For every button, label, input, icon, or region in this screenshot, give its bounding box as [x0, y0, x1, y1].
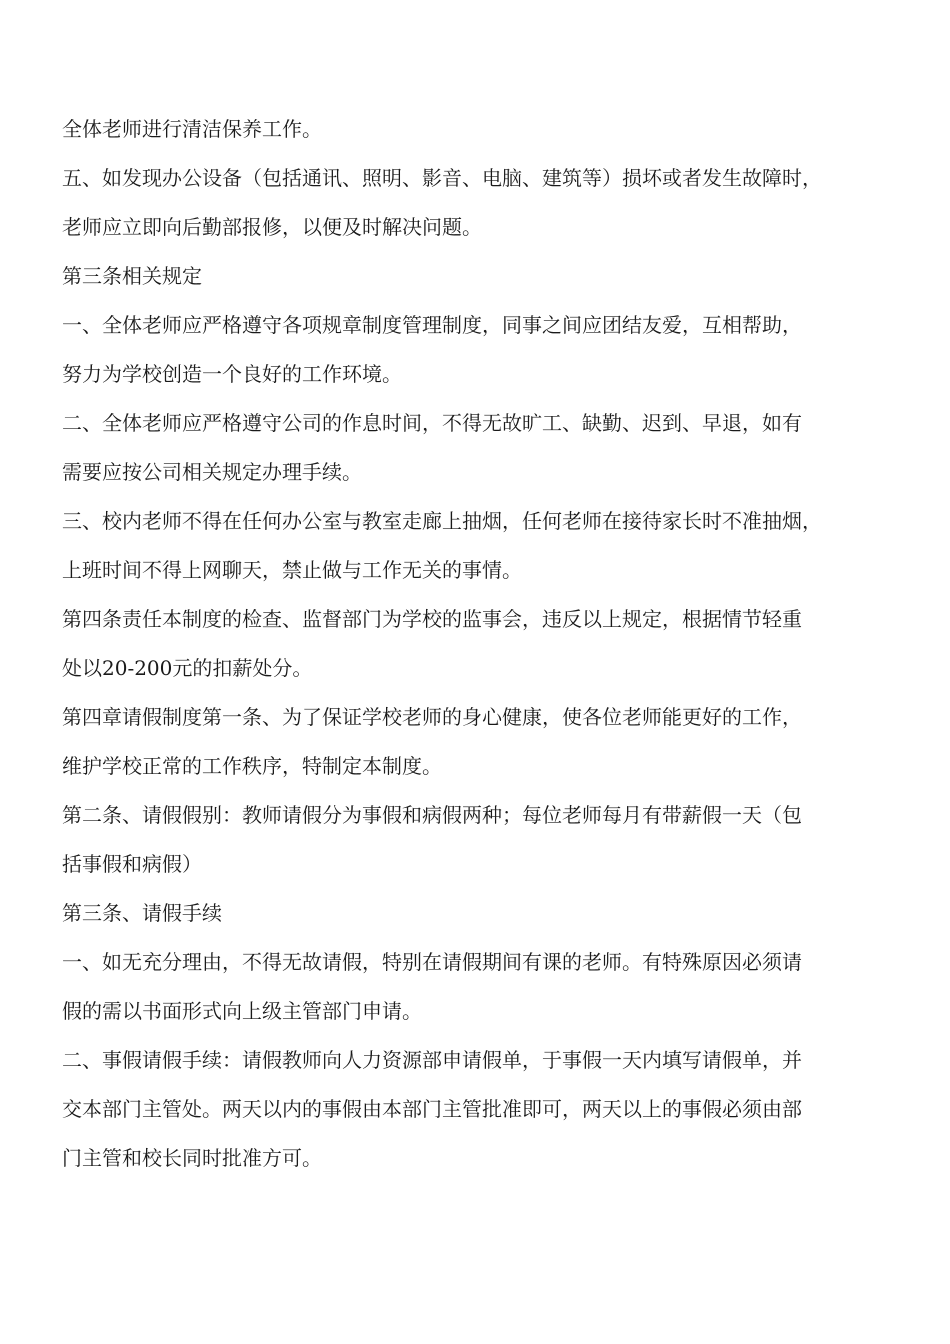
text-line-6: 努力为学校创造一个良好的工作环境。 [62, 362, 402, 386]
document-body [62, 119, 892, 1168]
text-line-19: 假的需以书面形式向上级主管部门申请。 [62, 999, 422, 1023]
text-line-3: 老师应立即向后勤部报修，以便及时解决问题。 [62, 215, 482, 239]
text-line-1: 全体老师进行清洁保养工作。 [62, 117, 322, 141]
text-line-7: 二、全体老师应严格遵守公司的作息时间，不得无故旷工、缺勤、迟到、早退，如有 [62, 411, 802, 435]
text-line-20: 二、事假请假手续：请假教师向人力资源部申请假单，于事假一天内填写请假单，并 [62, 1048, 802, 1072]
text-line-11: 第四条责任本制度的检查、监督部门为学校的监事会，违反以上规定，根据情节轻重 [62, 607, 802, 631]
text-line-15: 第二条、请假假别：教师请假分为事假和病假两种；每位老师每月有带薪假一天（包 [62, 803, 802, 827]
text-line-13: 第四章请假制度第一条、为了保证学校老师的身心健康，使各位老师能更好的工作， [62, 705, 802, 729]
text-line-8: 需要应按公司相关规定办理手续。 [62, 460, 362, 484]
text-line-22: 门主管和校长同时批准方可。 [62, 1146, 322, 1170]
text-line-21: 交本部门主管处。两天以内的事假由本部门主管批准即可，两天以上的事假必须由部 [62, 1097, 802, 1121]
text-line-10: 上班时间不得上网聊天，禁止做与工作无关的事情。 [62, 558, 522, 582]
section-heading-leave: 第三条、请假手续 [62, 901, 222, 925]
text-line-16: 括事假和病假） [62, 852, 202, 876]
text-line-5: 一、全体老师应严格遵守各项规章制度管理制度，同事之间应团结友爱，互相帮助， [62, 313, 802, 337]
text-line-12: 处以20-200元的扣薪处分。 [62, 656, 313, 680]
text-line-18: 一、如无充分理由，不得无故请假，特别在请假期间有课的老师。有特殊原因必须请 [62, 950, 802, 974]
text-line-9: 三、校内老师不得在任何办公室与教室走廊上抽烟，任何老师在接待家长时不准抽烟， [62, 509, 822, 533]
text-line-14: 维护学校正常的工作秩序，特制定本制度。 [62, 754, 442, 778]
section-heading: 第三条相关规定 [62, 264, 202, 288]
text-line-2: 五、如发现办公设备（包括通讯、照明、影音、电脑、建筑等）损坏或者发生故障时， [62, 166, 822, 190]
